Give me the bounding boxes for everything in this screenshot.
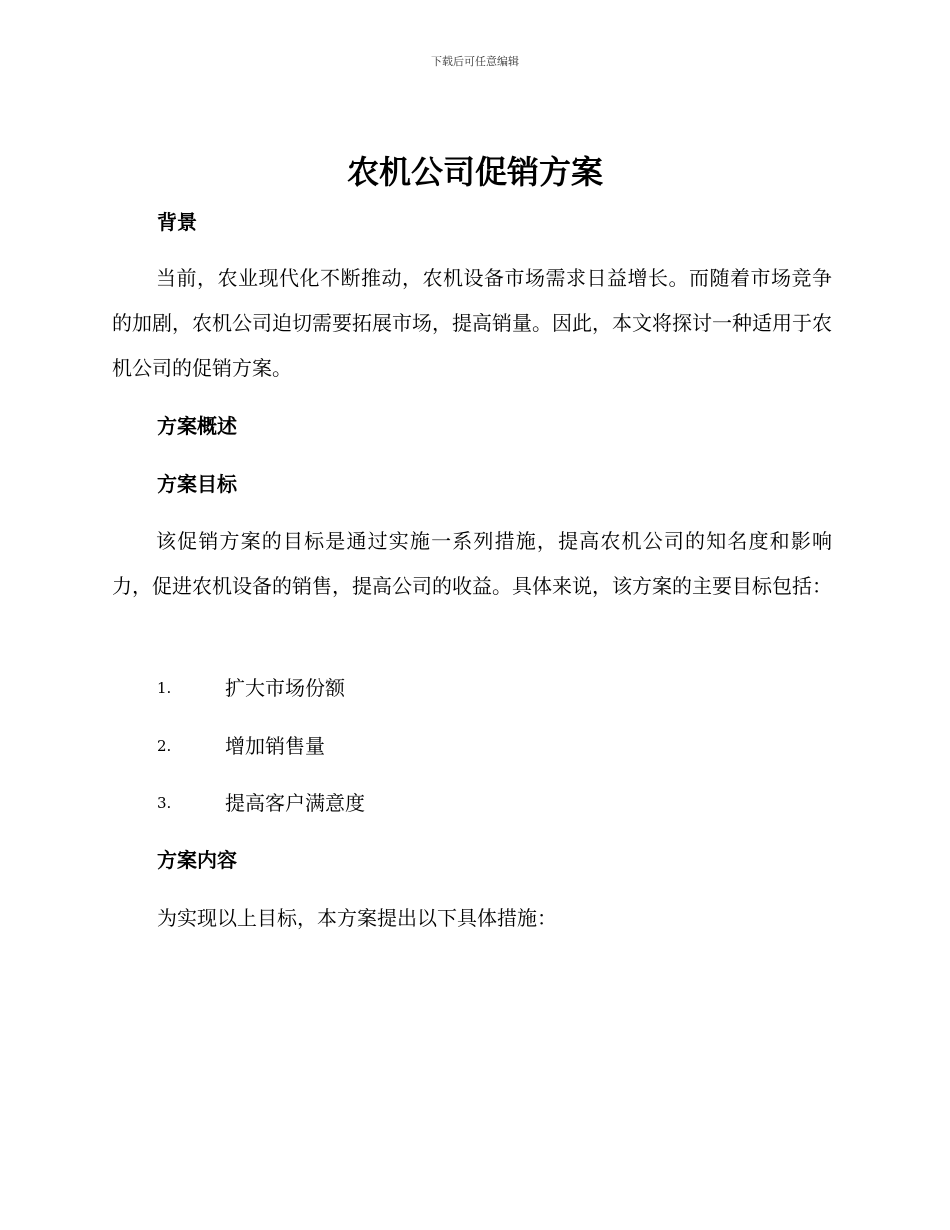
list-item-text: 提高客户满意度 [225,791,365,815]
list-item [157,788,365,818]
list-item [157,673,345,703]
section-heading-background: 背景 [157,210,197,234]
list-item-text: 增加销售量 [225,734,325,758]
content-paragraph: 为实现以上目标，本方案提出以下具体措施： [157,906,557,930]
list-item [157,731,325,761]
list-item-number: 2. [157,737,172,755]
section-heading-goals: 方案目标 [157,472,237,496]
document-title: 农机公司促销方案 [346,153,603,191]
section-heading-overview: 方案概述 [157,414,237,438]
list-item-text: 扩大市场份额 [225,676,345,700]
list-item-number: 1. [157,679,172,697]
background-paragraph: 当前，农业现代化不断推动，农机设备市场需求日益增长。而随着市场竞争的加剧，农机公司迫切需要拓展市场，提高销量。因此，本文将探讨一种适用于农机公司的促销方案。 [112,266,832,380]
goals-paragraph: 该促销方案的目标是通过实施一系列措施，提高农机公司的知名度和影响力，促进农机设备的销售，提高公司的收益。具体来说，该方案的主要目标包括： [112,529,832,598]
section-heading-content: 方案内容 [157,848,237,872]
list-item-number: 3. [157,794,172,812]
page-header-note: 下载后可任意编辑 [431,55,519,68]
